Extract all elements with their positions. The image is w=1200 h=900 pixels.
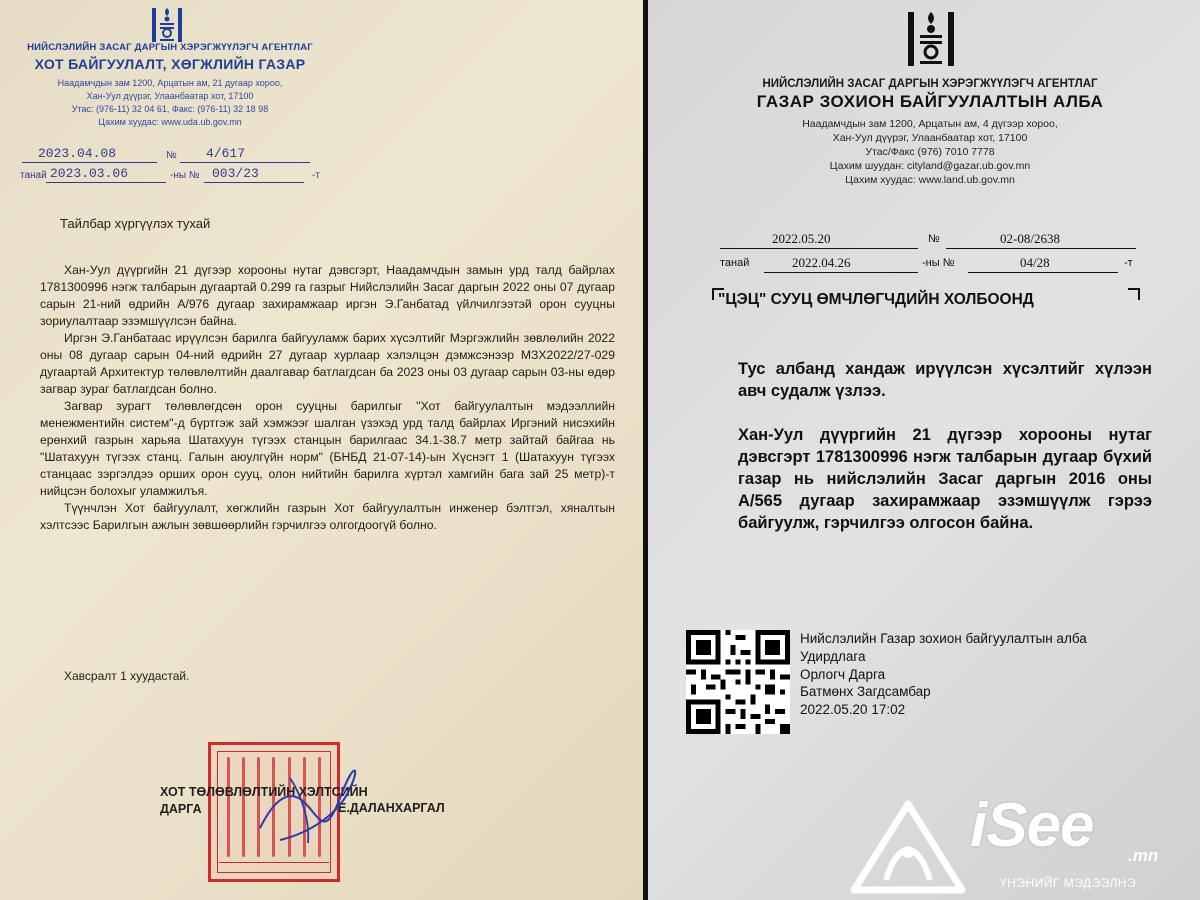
left-ref-mid-label: -ны № xyxy=(170,170,200,181)
right-paragraph-2: Хан-Уул дүүргийн 21 дүгээр хорооны нутаг дэвсгэрт 1781300996 нэгж талбарын дугаар бүхий газар нь нийслэлийн Засаг даргын 2016 оны А/565 дугаар захирамжаар эзэмшүүлж гэрээ байгуулж, гэрчилгээ олгосон байна. xyxy=(738,426,1152,532)
left-subject: Тайлбар хүргүүлэх тухай xyxy=(60,216,211,231)
watermark-tld: .mn xyxy=(1128,846,1159,865)
left-body xyxy=(40,262,615,534)
right-sign-line: Нийслэлийн Газар зохион байгуулалтын алба xyxy=(800,631,1087,646)
right-sign-line: Батмөнх Загдсамбар xyxy=(800,684,931,700)
left-number-label: № xyxy=(166,150,177,161)
right-email-line: Цахим шуудан: cityland@gazar.ub.gov.mn xyxy=(829,160,1031,172)
right-paragraph-1: Тус албанд хандаж ирүүлсэн хүсэлтийг хүлээн авч судалж үзлээ. xyxy=(738,360,1152,400)
right-address-line: Наадамчдын зам 1200, Арцатын ам, 4 дүгээр хороо, xyxy=(802,118,1058,130)
right-sign-timestamp: 2022.05.20 17:02 xyxy=(800,702,906,718)
right-address-line: Хан-Уул дүүрэг, Улаанбаатар хот, 17100 xyxy=(832,132,1028,144)
left-paragraph: Хан-Уул дүүргийн 21 дүгээр хорооны нутаг дэвсгэрт, Наадамчдын замын урд талд байрлах 1781300996 нэгж талбарын дугаартай 0.299 га газрыг Нийслэлийн Засаг даргын 2022 оны 07 дугаар сарын 21-ний өдрийн А/976 дугаар захирамжаар иргэн Э.Ганбатад үйлчилгээтэй орон сууцны зориулалтаар эзэмшүүлсэн байна. xyxy=(40,263,615,328)
left-website-line: Цахим хуудас: www.uda.ub.gov.mn xyxy=(98,117,242,127)
left-signer-title-line-1: ХОТ ТӨЛӨВЛӨЛТИЙН ХЭЛТСИЙН xyxy=(160,785,368,799)
right-number: 02-08/2638 xyxy=(1000,231,1060,246)
left-ref-number: 003/23 xyxy=(212,166,259,181)
left-address-line: Хан-Уул дүүрэг, Улаанбаатар хот, 17100 xyxy=(86,91,254,101)
watermark-brand: iSee xyxy=(970,791,1094,860)
left-attachment-note: Хавсралт 1 хуудастай. xyxy=(64,669,190,683)
left-date: 2023.04.08 xyxy=(38,146,117,161)
right-website-line: Цахим хуудас: www.land.ub.gov.mn xyxy=(845,174,1015,186)
left-paragraph: Загвар зурагт төлөвлөгдсөн орон сууцны барилгыг "Хот байгуулалтын мэдээллийн менежментийн систем"-д бүртгэж зай хэмжээг шалган үзэхэд урд талд байрлах Иргэний нисэхийн ерөнхий газрын харьяа Шатахуун түгээх станцын барилгаас 34.1-38.7 метр зайтай байгаа нь "Шатахуун түгээх станц. Галын аюулгүйн норм" (БНБД 21-07-14)-ын Хүснэгт 1 (Шатахуун түгээх станцаас зэргэлдээ орших орон сууц, олон нийтийн барилга хүртэл хамгийн бага зай 25 метр)-т нийцсэн болохыг уламжилъя. xyxy=(40,399,615,498)
left-agency-line: НИЙСЛЭЛИЙН ЗАСАГ ДАРГЫН ХЭРЭГЖҮҮЛЭГЧ АГЕНТЛАГ xyxy=(27,42,313,53)
right-ref-date: 2022.04.26 xyxy=(792,255,851,270)
isee-logo-icon xyxy=(848,800,968,894)
right-sign-line: Орлогч Дарга xyxy=(800,666,886,682)
right-date: 2022.05.20 xyxy=(772,231,831,246)
left-phone-line: Утас: (976-11) 32 04 61, Факс: (976-11) 32 18 98 xyxy=(71,104,269,114)
handwritten-signature xyxy=(250,758,370,848)
watermark-tagline: ҮНЭНИЙГ МЭДЭЭЛНЭ xyxy=(1000,876,1137,890)
left-signer-title-line-2: ДАРГА xyxy=(160,802,202,816)
left-paragraph: Түүнчлэн Хот байгуулалт, хөгжлийн газрын Хот байгуулалтын инженер бэлтгэл, хяналтын хэлтсээс Барилгын ажлын зөвшөөрлийн гэрчилгээ олгогдоогүй болно. xyxy=(40,501,615,532)
right-department-title: ГАЗАР ЗОХИОН БАЙГУУЛАЛТЫН АЛБА xyxy=(756,92,1104,111)
left-ref-date: 2023.03.06 xyxy=(50,166,129,181)
right-ref-label: танай xyxy=(720,257,750,269)
right-ref-mid-label: -ны № xyxy=(922,257,955,269)
right-agency-line: НИЙСЛЭЛИЙН ЗАСАГ ДАРГЫН ХЭРЭГЖҮҮЛЭГЧ АГЕНТЛАГ xyxy=(762,78,1098,90)
left-department-title: ХОТ БАЙГУУЛАЛТ, ХӨГЖЛИЙН ГАЗАР xyxy=(34,56,306,72)
mongolia-soyombo-emblem-icon xyxy=(150,6,184,44)
right-digital-signature-block xyxy=(800,630,1087,719)
left-paragraph: Иргэн Э.Ганбатаас ирүүлсэн барилга байгууламж барих хүсэлтийг Мэргэжлийн зөвлөлийн 2022 оны 08 дугаар сарын 04-ний өдрийн 27 дугаар хурлаар хэлэлцэн дэмжсэнээр МЗХ2022/27-029 дугаартай Архитектур төлөвлөлтийн даалгавар батлагдсан ба 2023 оны 03 дугаар сарын 03-ны өдөр загвар зураг батлагдсан болно. xyxy=(40,331,615,396)
left-number: 4/617 xyxy=(206,146,246,161)
right-number-label: № xyxy=(928,233,940,245)
right-recipient: "ЦЭЦ" СУУЦ ӨМЧЛӨГЧДИЙН ХОЛБООНД xyxy=(718,291,1034,308)
left-ref-label: танай xyxy=(20,170,47,181)
right-phone-line: Утас/Факс (976) 7010 7778 xyxy=(865,146,995,158)
right-paragraph xyxy=(738,358,1152,402)
left-ref-suffix: -т xyxy=(312,170,320,181)
right-paragraph xyxy=(738,424,1152,534)
right-ref-number: 04/28 xyxy=(1020,255,1050,270)
left-signer-name: Е.ДАЛАНХАРГАЛ xyxy=(338,801,445,815)
qr-code xyxy=(686,630,790,734)
right-sign-line: Удирдлага xyxy=(800,648,866,664)
right-ref-suffix: -т xyxy=(1124,257,1133,269)
mongolia-soyombo-emblem-icon xyxy=(906,10,956,68)
left-address-line: Наадамчдын зам 1200, Арцатын ам, 21 дугаар хороо, xyxy=(57,78,283,88)
